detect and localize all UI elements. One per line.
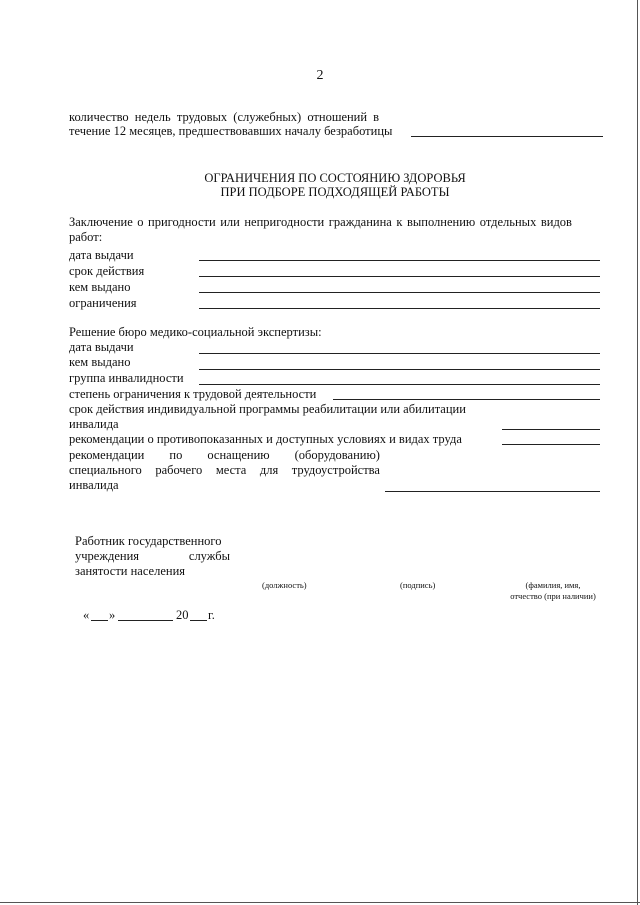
word: для <box>259 463 279 477</box>
date-month-line[interactable] <box>118 620 173 621</box>
signature-caption: (подпись) <box>400 580 436 590</box>
date-day-line[interactable] <box>91 620 108 621</box>
worker-label-line2 <box>75 549 230 564</box>
date-year-prefix: 20 <box>176 608 189 622</box>
date-open-quote: « <box>83 608 90 622</box>
section-heading-line1: ОГРАНИЧЕНИЯ ПО СОСТОЯНИЮ ЗДОРОВЬЯ <box>204 171 466 185</box>
name-caption-line2: отчество (при наличии) <box>510 591 596 601</box>
worker-label-line1: Работник государственного <box>75 534 222 548</box>
word: учреждения <box>75 549 140 563</box>
conclusion-issue-date-line[interactable] <box>199 260 600 261</box>
bureau-work-limit-label: степень ограничения к трудовой деятельности <box>69 387 317 401</box>
page-edge-bottom <box>0 902 640 903</box>
name-caption-line1: (фамилия, имя, <box>525 580 581 590</box>
bureau-recommendations-line[interactable] <box>502 444 600 445</box>
conclusion-restrictions-label: ограничения <box>69 296 137 310</box>
word: рабочего <box>155 463 203 477</box>
conclusion-validity-label: срок действия <box>69 264 145 278</box>
word: службы <box>188 549 230 563</box>
conclusion-issued-by-label: кем выдано <box>69 280 131 294</box>
page-number: 2 <box>316 68 324 83</box>
conclusion-restrictions-line[interactable] <box>199 308 600 309</box>
weeks-label-line2: течение 12 месяцев, предшествовавших началу безработицы <box>69 124 393 138</box>
bureau-disability-group-line[interactable] <box>199 384 600 385</box>
bureau-issue-date-line[interactable] <box>199 353 600 354</box>
word: места <box>215 463 247 477</box>
word: по <box>169 448 183 462</box>
word: (оборудованию) <box>294 448 380 462</box>
section-heading-line2: ПРИ ПОДБОРЕ ПОДХОДЯЩЕЙ РАБОТЫ <box>220 185 450 199</box>
bureau-work-limit-line[interactable] <box>333 399 600 400</box>
page-edge-right <box>637 0 638 905</box>
bureau-ipr-label-line1: срок действия индивидуальной программы реабилитации или абилитации <box>69 402 466 416</box>
word: трудоустройства <box>291 463 380 477</box>
date-year-suffix: г. <box>208 608 215 622</box>
bureau-equipment-label-line2 <box>69 463 380 478</box>
word: оснащению <box>207 448 270 462</box>
conclusion-issued-by-line[interactable] <box>199 292 600 293</box>
bureau-equipment-label-line1 <box>69 448 380 463</box>
bureau-equipment-line[interactable] <box>385 491 600 492</box>
position-caption: (должность) <box>262 580 307 590</box>
bureau-issued-by-line[interactable] <box>199 369 600 370</box>
date-year-line[interactable] <box>190 620 207 621</box>
weeks-input-line[interactable] <box>411 136 603 137</box>
conclusion-issue-date-label: дата выдачи <box>69 248 134 262</box>
conclusion-validity-line[interactable] <box>199 276 600 277</box>
bureau-ipr-label-line2: инвалида <box>69 417 119 431</box>
worker-label-line3: занятости населения <box>75 564 186 578</box>
conclusion-intro-line2: работ: <box>69 230 103 244</box>
date-close-quote: » <box>109 608 116 622</box>
word: специального <box>69 463 142 477</box>
bureau-issued-by-label: кем выдано <box>69 355 131 369</box>
bureau-intro: Решение бюро медико-социальной экспертизы: <box>69 325 322 339</box>
word: рекомендации <box>69 448 145 462</box>
conclusion-intro-line1: Заключение о пригодности или непригодности гражданина к выполнению отдельных видов <box>69 215 572 229</box>
bureau-issue-date-label: дата выдачи <box>69 340 134 354</box>
bureau-equipment-label-line3: инвалида <box>69 478 119 492</box>
bureau-recommendations-label: рекомендации о противопоказанных и доступных условиях и видах труда <box>69 432 462 446</box>
bureau-disability-group-label: группа инвалидности <box>69 371 184 385</box>
weeks-label-line1: количество недель трудовых (служебных) отношений в <box>69 110 380 124</box>
bureau-ipr-line[interactable] <box>502 429 600 430</box>
